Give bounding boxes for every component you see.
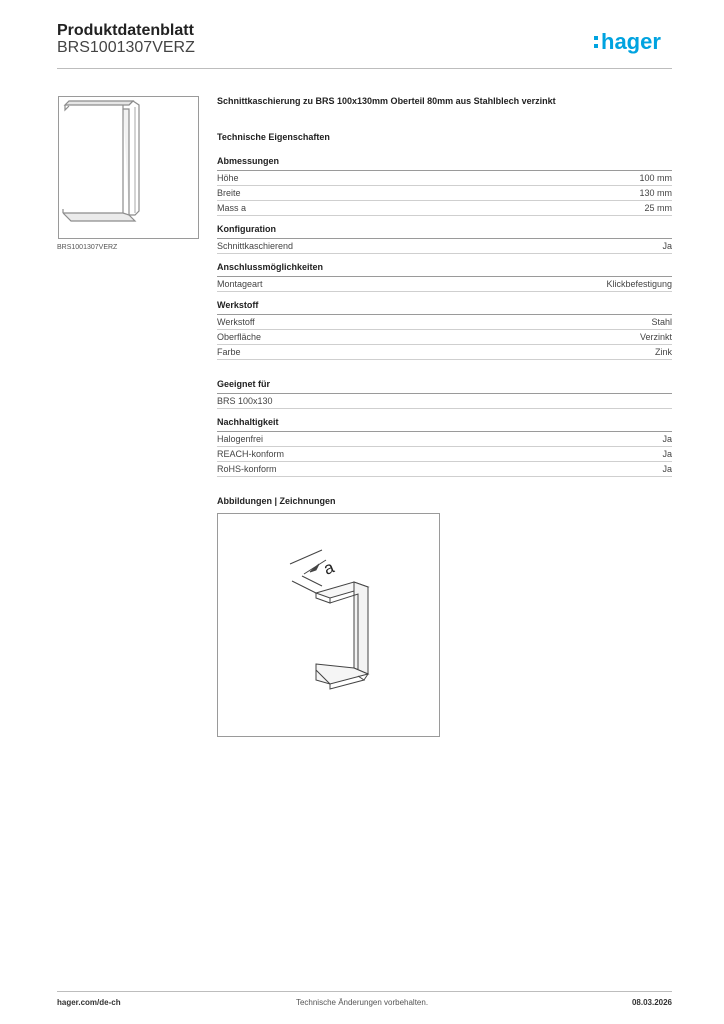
property-label: REACH-konform (217, 449, 285, 459)
dimension-label: a (320, 557, 337, 579)
figures-heading: Abbildungen | Zeichnungen (217, 496, 336, 506)
product-description: Schnittkaschierung zu BRS 100x130mm Oberteil 80mm aus Stahlblech verzinkt (217, 96, 556, 106)
group-dimensions (217, 156, 672, 216)
group-heading: Geeignet für (217, 379, 672, 394)
product-code: BRS1001307VERZ (57, 39, 195, 56)
property-row (217, 462, 672, 477)
property-label: Höhe (217, 173, 239, 183)
property-row (217, 186, 672, 201)
property-row (217, 432, 672, 447)
property-value: Ja (662, 241, 672, 251)
property-value: 25 mm (644, 203, 672, 213)
property-label: Montageart (217, 279, 263, 289)
group-material (217, 300, 672, 360)
header-divider (57, 68, 672, 69)
property-value: Ja (662, 464, 672, 474)
product-details (217, 96, 672, 737)
property-row (217, 447, 672, 462)
group-heading: Abmessungen (217, 156, 672, 171)
footer-notice: Technische Änderungen vorbehalten. (295, 998, 429, 1007)
property-label: Werkstoff (217, 317, 255, 327)
property-value: 100 mm (639, 173, 672, 183)
group-suitable-for (217, 379, 672, 409)
group-heading: Werkstoff (217, 300, 672, 315)
property-row (217, 239, 672, 254)
footer-website: hager.com/de-ch (57, 998, 121, 1007)
group-heading: Nachhaltigkeit (217, 417, 672, 432)
group-heading: Anschlussmöglichkeiten (217, 262, 672, 277)
property-row (217, 315, 672, 330)
property-value: Stahl (651, 317, 672, 327)
group-configuration (217, 224, 672, 254)
product-thumbnail-image (59, 97, 198, 238)
property-label: Halogenfrei (217, 434, 264, 444)
technical-drawing-image (218, 514, 439, 736)
property-row (217, 277, 672, 292)
property-row (217, 171, 672, 186)
property-label: RoHS-konform (217, 464, 277, 474)
hager-logo (593, 26, 675, 56)
thumbnail-caption: BRS1001307VERZ (57, 244, 118, 251)
property-row (217, 394, 672, 409)
logo-text: hager (601, 29, 661, 54)
document-title: Produktdatenblatt (57, 22, 194, 39)
property-value: Klickbefestigung (606, 279, 672, 289)
group-connection (217, 262, 672, 292)
group-heading: Konfiguration (217, 224, 672, 239)
property-value: Ja (662, 449, 672, 459)
property-value: Ja (662, 434, 672, 444)
property-value: 130 mm (639, 188, 672, 198)
technical-drawing (217, 513, 440, 737)
property-row (217, 201, 672, 216)
property-label: Farbe (217, 347, 241, 357)
property-label: Oberfläche (217, 332, 262, 342)
technical-properties-heading: Technische Eigenschaften (217, 132, 330, 142)
property-label: Breite (217, 188, 241, 198)
property-label: Schnittkaschierend (217, 241, 294, 251)
footer-divider (57, 991, 672, 992)
property-value: Verzinkt (639, 332, 672, 342)
group-sustainability (217, 417, 672, 477)
property-label: Mass a (217, 203, 247, 213)
property-label: BRS 100x130 (217, 396, 273, 406)
footer-date: 08.03.2026 (631, 998, 672, 1007)
property-row (217, 330, 672, 345)
property-row (217, 345, 672, 360)
property-value: Zink (654, 347, 672, 357)
product-thumbnail (58, 96, 199, 239)
